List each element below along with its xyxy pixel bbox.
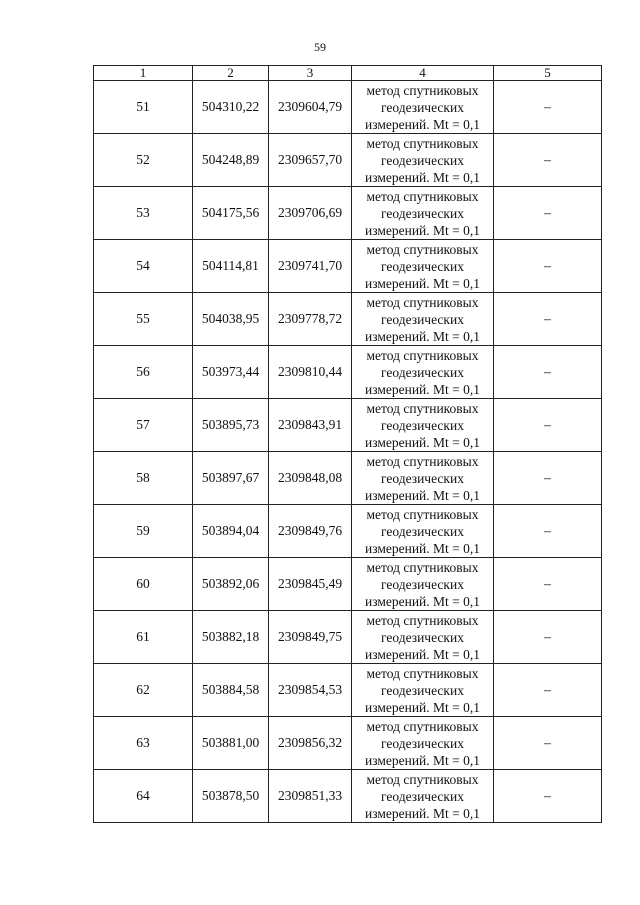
method-line: метод спутниковых (366, 612, 479, 628)
method-line: измерений. Mt = 0,1 (364, 434, 481, 450)
x-coordinate-cell: 503897,67 (193, 452, 269, 505)
method-line: метод спутниковых (366, 400, 479, 416)
method-line: измерений. Mt = 0,1 (364, 593, 481, 609)
table-row (94, 240, 602, 293)
table-row (94, 664, 602, 717)
method-cell (352, 399, 494, 452)
method-line: геодезических (381, 576, 464, 592)
point-number-cell: 57 (94, 399, 193, 452)
point-number-cell: 63 (94, 717, 193, 770)
table-row (94, 293, 602, 346)
header-row (94, 66, 602, 81)
x-coordinate-cell: 503973,44 (193, 346, 269, 399)
method-line: метод спутниковых (366, 665, 479, 681)
method-cell (352, 770, 494, 823)
method-line: измерений. Mt = 0,1 (364, 116, 481, 132)
point-number-cell: 56 (94, 346, 193, 399)
header-col-2: 2 (193, 66, 269, 81)
note-cell: – (494, 558, 602, 611)
method-line: геодезических (381, 99, 464, 115)
y-coordinate-cell: 2309604,79 (269, 81, 352, 134)
note-cell: – (494, 717, 602, 770)
note-cell: – (494, 187, 602, 240)
x-coordinate-cell: 504175,56 (193, 187, 269, 240)
y-coordinate-cell: 2309741,70 (269, 240, 352, 293)
point-number-cell: 59 (94, 505, 193, 558)
method-line: измерений. Mt = 0,1 (364, 540, 481, 556)
table-row (94, 134, 602, 187)
method-line: геодезических (381, 311, 464, 327)
method-cell (352, 134, 494, 187)
note-cell: – (494, 452, 602, 505)
method-line: метод спутниковых (366, 135, 479, 151)
method-line: метод спутниковых (366, 294, 479, 310)
y-coordinate-cell: 2309845,49 (269, 558, 352, 611)
x-coordinate-cell: 503881,00 (193, 717, 269, 770)
method-line: метод спутниковых (366, 347, 479, 363)
table-row (94, 346, 602, 399)
method-line: метод спутниковых (366, 82, 479, 98)
y-coordinate-cell: 2309706,69 (269, 187, 352, 240)
header-col-1: 1 (94, 66, 193, 81)
method-line: метод спутниковых (366, 453, 479, 469)
point-number-cell: 54 (94, 240, 193, 293)
method-line: геодезических (381, 205, 464, 221)
method-line: геодезических (381, 629, 464, 645)
y-coordinate-cell: 2309851,33 (269, 770, 352, 823)
x-coordinate-cell: 503892,06 (193, 558, 269, 611)
x-coordinate-cell: 504310,22 (193, 81, 269, 134)
note-cell: – (494, 134, 602, 187)
method-line: измерений. Mt = 0,1 (364, 328, 481, 344)
table-row (94, 558, 602, 611)
page-number: 59 (314, 40, 326, 54)
y-coordinate-cell: 2309854,53 (269, 664, 352, 717)
y-coordinate-cell: 2309849,75 (269, 611, 352, 664)
method-line: измерений. Mt = 0,1 (364, 275, 481, 291)
note-cell: – (494, 611, 602, 664)
method-line: метод спутниковых (366, 506, 479, 522)
point-number-cell: 52 (94, 134, 193, 187)
table-row (94, 399, 602, 452)
note-cell: – (494, 240, 602, 293)
note-cell: – (494, 293, 602, 346)
method-line: измерений. Mt = 0,1 (364, 699, 481, 715)
x-coordinate-cell: 503884,58 (193, 664, 269, 717)
point-number-cell: 60 (94, 558, 193, 611)
method-line: метод спутниковых (366, 559, 479, 575)
method-line: измерений. Mt = 0,1 (364, 805, 481, 821)
table-row (94, 81, 602, 134)
method-line: метод спутниковых (366, 718, 479, 734)
table-row (94, 717, 602, 770)
x-coordinate-cell: 504114,81 (193, 240, 269, 293)
x-coordinate-cell: 503894,04 (193, 505, 269, 558)
method-line: измерений. Mt = 0,1 (364, 169, 481, 185)
point-number-cell: 55 (94, 293, 193, 346)
point-number-cell: 64 (94, 770, 193, 823)
y-coordinate-cell: 2309849,76 (269, 505, 352, 558)
point-number-cell: 58 (94, 452, 193, 505)
table-row (94, 452, 602, 505)
y-coordinate-cell: 2309657,70 (269, 134, 352, 187)
table-row (94, 611, 602, 664)
method-cell (352, 664, 494, 717)
method-cell (352, 611, 494, 664)
method-cell (352, 717, 494, 770)
note-cell: – (494, 505, 602, 558)
note-cell: – (494, 346, 602, 399)
x-coordinate-cell: 503895,73 (193, 399, 269, 452)
table-row (94, 770, 602, 823)
method-line: геодезических (381, 470, 464, 486)
note-cell: – (494, 399, 602, 452)
header-col-3: 3 (269, 66, 352, 81)
point-number-cell: 51 (94, 81, 193, 134)
point-number-cell: 61 (94, 611, 193, 664)
method-cell (352, 81, 494, 134)
method-cell (352, 558, 494, 611)
method-line: метод спутниковых (366, 771, 479, 787)
table-body (94, 81, 602, 823)
point-number-cell: 62 (94, 664, 193, 717)
method-cell (352, 452, 494, 505)
method-line: измерений. Mt = 0,1 (364, 381, 481, 397)
method-cell (352, 240, 494, 293)
method-line: метод спутниковых (366, 241, 479, 257)
method-line: измерений. Mt = 0,1 (364, 222, 481, 238)
table-row (94, 505, 602, 558)
x-coordinate-cell: 503878,50 (193, 770, 269, 823)
note-cell: – (494, 664, 602, 717)
method-line: геодезических (381, 152, 464, 168)
y-coordinate-cell: 2309778,72 (269, 293, 352, 346)
method-line: измерений. Mt = 0,1 (364, 487, 481, 503)
x-coordinate-cell: 504248,89 (193, 134, 269, 187)
x-coordinate-cell: 504038,95 (193, 293, 269, 346)
method-line: геодезических (381, 417, 464, 433)
method-line: измерений. Mt = 0,1 (364, 752, 481, 768)
method-line: геодезических (381, 523, 464, 539)
header-col-4: 4 (352, 66, 494, 81)
method-line: измерений. Mt = 0,1 (364, 646, 481, 662)
y-coordinate-cell: 2309848,08 (269, 452, 352, 505)
y-coordinate-cell: 2309810,44 (269, 346, 352, 399)
method-line: геодезических (381, 258, 464, 274)
header-col-5: 5 (494, 66, 602, 81)
method-cell (352, 505, 494, 558)
y-coordinate-cell: 2309856,32 (269, 717, 352, 770)
note-cell: – (494, 81, 602, 134)
method-line: геодезических (381, 788, 464, 804)
method-line: геодезических (381, 735, 464, 751)
y-coordinate-cell: 2309843,91 (269, 399, 352, 452)
table-row (94, 187, 602, 240)
method-line: геодезических (381, 682, 464, 698)
coordinates-table (93, 65, 602, 823)
note-cell: – (494, 770, 602, 823)
method-cell (352, 346, 494, 399)
method-line: метод спутниковых (366, 188, 479, 204)
point-number-cell: 53 (94, 187, 193, 240)
method-cell (352, 187, 494, 240)
x-coordinate-cell: 503882,18 (193, 611, 269, 664)
method-cell (352, 293, 494, 346)
method-line: геодезических (381, 364, 464, 380)
